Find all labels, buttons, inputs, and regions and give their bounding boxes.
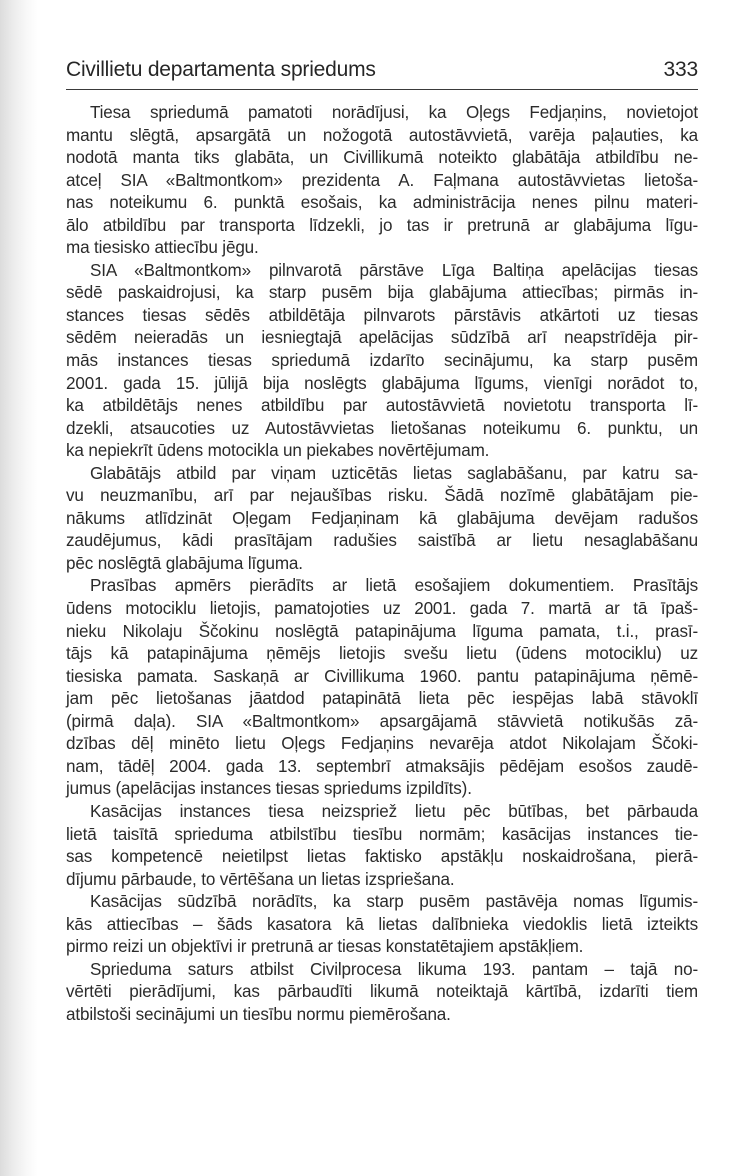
text-line: vērtēti pierādījumi, kas pārbaudīti likumā noteiktajā kārtībā, izdarīti tiem xyxy=(66,982,698,1002)
text-line: nodotā manta tiks glabāta, un Civillikumā noteikto glabātāja atbildību ne- xyxy=(66,148,698,168)
text-line: Kasācijas sūdzībā norādīts, ka starp pusēm pastāvēja nomas līgumis- xyxy=(90,892,698,912)
text-line: atbilstoši secinājumi un tiesību normu piemērošana. xyxy=(66,1004,451,1024)
text-line: vu neuzmanību, arī par nejaušības risku. Šādā nozīmē glabātājam pie- xyxy=(66,486,698,506)
text-line: mās instances tiesas spriedumā izdarīto secinājumu, ka starp pusēm xyxy=(66,351,698,371)
text-line: 2001. gada 15. jūlijā bija noslēgts glabājuma līgums, vienīgi norādot to, xyxy=(66,373,698,393)
text-line: Glabātājs atbild par viņam uzticētās lietas saglabāšanu, par katru sa- xyxy=(90,463,698,483)
running-header xyxy=(66,58,698,90)
text-line: dzības dēļ minēto lietu Oļegs Fedjaņins nevarēja atdot Nikolajam Ščoki- xyxy=(66,734,698,754)
paragraph xyxy=(66,575,698,800)
text-line: jam pēc lietošanas jāatdod patapinātā lieta pēc iespējas labā stāvoklī xyxy=(66,689,698,709)
page-gutter-shadow xyxy=(0,0,38,1176)
text-line: Prasības apmērs pierādīts ar lietā esošajiem dokumentiem. Prasītājs xyxy=(90,576,698,596)
running-header-title: Civillietu departamenta spriedums xyxy=(66,58,376,81)
document-page xyxy=(66,58,698,1026)
text-line: zaudējumus, kādi prasītājam radušies saistībā ar lietu nesaglabāšanu xyxy=(66,531,698,551)
text-line: ka atbildētājs nenes atbildību par autostāvvietā novietotu transporta lī- xyxy=(66,396,698,416)
text-line: SIA «Baltmontkom» pilnvarotā pārstāve Līga Baltiņa apelācijas tiesas xyxy=(90,260,698,280)
paragraph xyxy=(66,801,698,891)
paragraph xyxy=(66,260,698,463)
text-line: ūdens motociklu lietojis, pamatojoties uz 2001. gada 7. martā ar tā īpaš- xyxy=(66,599,698,619)
paragraph xyxy=(66,959,698,1027)
text-line: nam, tādēļ 2004. gada 13. septembrī atmaksājis pēdējam esošos zaudē- xyxy=(66,756,698,776)
text-line: sēdē paskaidrojusi, ka starp pusēm bija glabājuma attiecības; pirmās in- xyxy=(66,283,698,303)
text-line: tiesiska pamata. Saskaņā ar Civillikuma 1960. pantu patapinājuma ņēmē- xyxy=(66,666,698,686)
text-line: dījumu pārbaude, to vērtēšana un lietas izspriešana. xyxy=(66,869,455,889)
text-line: nieku Nikolaju Ščokinu noslēgtā patapinājuma līguma pamata, t.i., prasī- xyxy=(66,621,698,641)
text-line: sēdēm neieradās un iesniegtajā apelācijas sūdzībā arī neapstrīdēja pir- xyxy=(66,328,698,348)
paragraph xyxy=(66,463,698,576)
text-line: pirmo reizi un objektīvi ir pretrunā ar tiesas konstatētajiem apstākļiem. xyxy=(66,937,584,957)
text-line: Tiesa spriedumā pamatoti norādījusi, ka Oļegs Fedjaņins, novietojot xyxy=(90,103,698,122)
text-line: atceļ SIA «Baltmontkom» prezidenta A. Faļmana autostāvvietas lietoša- xyxy=(66,170,698,190)
text-line: stances tiesas sēdēs atbildētāja pilnvarots pārstāvis atkārtoti uz tiesas xyxy=(66,305,698,325)
text-line: pēc noslēgtā glabājuma līguma. xyxy=(66,553,303,573)
text-line: jumus (apelācijas instances tiesas spriedums izpildīts). xyxy=(66,779,472,799)
text-line: tājs kā patapinājuma ņēmējs lietojis svešu lietu (ūdens motociklu) uz xyxy=(66,644,698,664)
body-text xyxy=(66,102,698,1026)
text-line: lietā taisītā sprieduma atbilstību tiesību normām; kasācijas instances tie- xyxy=(66,824,698,844)
text-line: sas kompetencē neietilpst lietas faktisko apstākļu noskaidrošana, pierā- xyxy=(66,847,698,867)
text-line: dzekli, atsaucoties uz Autostāvvietas lietošanas noteikumu 6. punktu, un xyxy=(66,418,698,438)
text-line: (pirmā daļa). SIA «Baltmontkom» apsargājamā stāvvietā notikušās zā- xyxy=(66,711,698,731)
paragraph xyxy=(66,102,698,260)
text-line: ma tiesisko attiecību jēgu. xyxy=(66,238,259,258)
text-line: nas noteikumu 6. punktā esošais, ka administrācija nenes pilnu materi- xyxy=(66,193,698,213)
text-line: Kasācijas instances tiesa neizspriež lietu pēc būtības, bet pārbauda xyxy=(90,801,698,821)
text-line: kās attiecības – šāds kasatora kā lietas dalībnieka viedoklis lietā izteikts xyxy=(66,914,698,934)
paragraph xyxy=(66,891,698,959)
text-line: Sprieduma saturs atbilst Civilprocesa likuma 193. pantam – tajā no- xyxy=(90,959,698,979)
text-line: mantu slēgtā, apsargātā un nožogotā autostāvvietā, varēja paļauties, ka xyxy=(66,125,698,145)
page-number: 333 xyxy=(663,58,698,81)
text-line: ka nepiekrīt ūdens motocikla un piekabes novērtējumam. xyxy=(66,441,490,461)
text-line: ālo atbildību par transporta līdzekli, jo tas ir pretrunā ar glabājuma līgu- xyxy=(66,215,698,235)
text-line: nākums atlīdzināt Oļegam Fedjaņinam kā glabājuma devējam radušos xyxy=(66,508,698,528)
